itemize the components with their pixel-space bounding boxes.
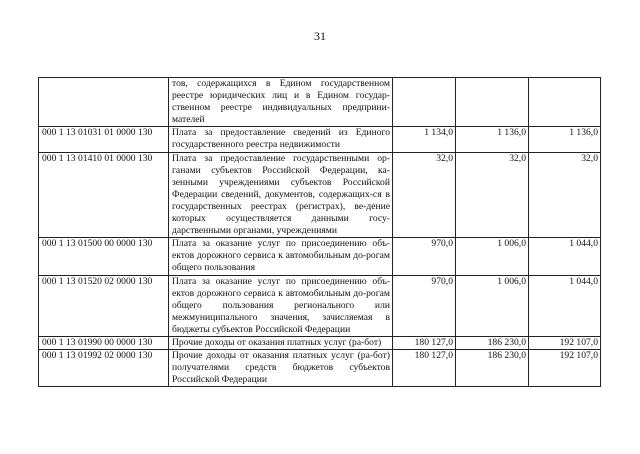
description-cell: Плата за предоставление государственными ор-ганами субъектов Российской Федерации, ка-зенными учреждениями субъектов Российской Федерации сведений, документов, содержащих-ся в государственных реестрах (регистрах), ве-дение которых осуществляется данными госу-дарственными органами, учреждениями bbox=[169, 152, 393, 238]
value-cell: 1 044,0 bbox=[529, 238, 601, 275]
value-cell: 1 006,0 bbox=[456, 275, 529, 336]
value-cell: 1 136,0 bbox=[529, 127, 601, 152]
table-row bbox=[39, 350, 601, 387]
table-row bbox=[39, 275, 601, 336]
value-cell: 970,0 bbox=[393, 238, 456, 275]
value-cell: 186 230,0 bbox=[456, 336, 529, 349]
table-row bbox=[39, 336, 601, 349]
value-cell: 186 230,0 bbox=[456, 350, 529, 387]
budget-code-cell: 000 1 13 01990 00 0000 130 bbox=[39, 336, 169, 349]
value-cell: 192 107,0 bbox=[529, 336, 601, 349]
description-cell: тов, содержащихся в Едином государственном реестре юридических лиц и в Едином государ-ственном реестре индивидуальных предприни-мателей bbox=[169, 78, 393, 127]
budget-code-cell: 000 1 13 01992 02 0000 130 bbox=[39, 350, 169, 387]
value-cell: 192 107,0 bbox=[529, 350, 601, 387]
value-cell: 180 127,0 bbox=[393, 350, 456, 387]
budget-code-cell: 000 1 13 01500 00 0000 130 bbox=[39, 238, 169, 275]
description-cell: Плата за оказание услуг по присоединению объ-ектов дорожного сервиса к автомобильным до-рогам общего пользования регионального или межмуниципального значения, зачисляемая в бюджеты субъектов Российской Федерации bbox=[169, 275, 393, 336]
description-cell: Прочие доходы от оказания платных услуг (ра-бот) получателями средств бюджетов субъектов Российской Федерации bbox=[169, 350, 393, 387]
value-cell: 32,0 bbox=[456, 152, 529, 238]
value-cell bbox=[393, 78, 456, 127]
value-cell: 180 127,0 bbox=[393, 336, 456, 349]
value-cell: 1 044,0 bbox=[529, 275, 601, 336]
table-row bbox=[39, 152, 601, 238]
value-cell: 970,0 bbox=[393, 275, 456, 336]
budget-code-cell: 000 1 13 01410 01 0000 130 bbox=[39, 152, 169, 238]
value-cell: 32,0 bbox=[393, 152, 456, 238]
description-cell: Плата за оказание услуг по присоединению объ-ектов дорожного сервиса к автомобильным до-рогам общего пользования bbox=[169, 238, 393, 275]
value-cell: 32,0 bbox=[529, 152, 601, 238]
budget-code-cell bbox=[39, 78, 169, 127]
budget-code-cell: 000 1 13 01031 01 0000 130 bbox=[39, 127, 169, 152]
value-cell bbox=[529, 78, 601, 127]
page-number: 31 bbox=[314, 29, 326, 43]
description-cell: Плата за предоставление сведений из Единого государственного реестра недвижимости bbox=[169, 127, 393, 152]
value-cell bbox=[456, 78, 529, 127]
value-cell: 1 134,0 bbox=[393, 127, 456, 152]
table-row bbox=[39, 127, 601, 152]
revenue-table bbox=[38, 77, 601, 387]
value-cell: 1 136,0 bbox=[456, 127, 529, 152]
description-cell: Прочие доходы от оказания платных услуг (ра-бот) bbox=[169, 336, 393, 349]
budget-code-cell: 000 1 13 01520 02 0000 130 bbox=[39, 275, 169, 336]
value-cell: 1 006,0 bbox=[456, 238, 529, 275]
table-row bbox=[39, 238, 601, 275]
table-row bbox=[39, 78, 601, 127]
